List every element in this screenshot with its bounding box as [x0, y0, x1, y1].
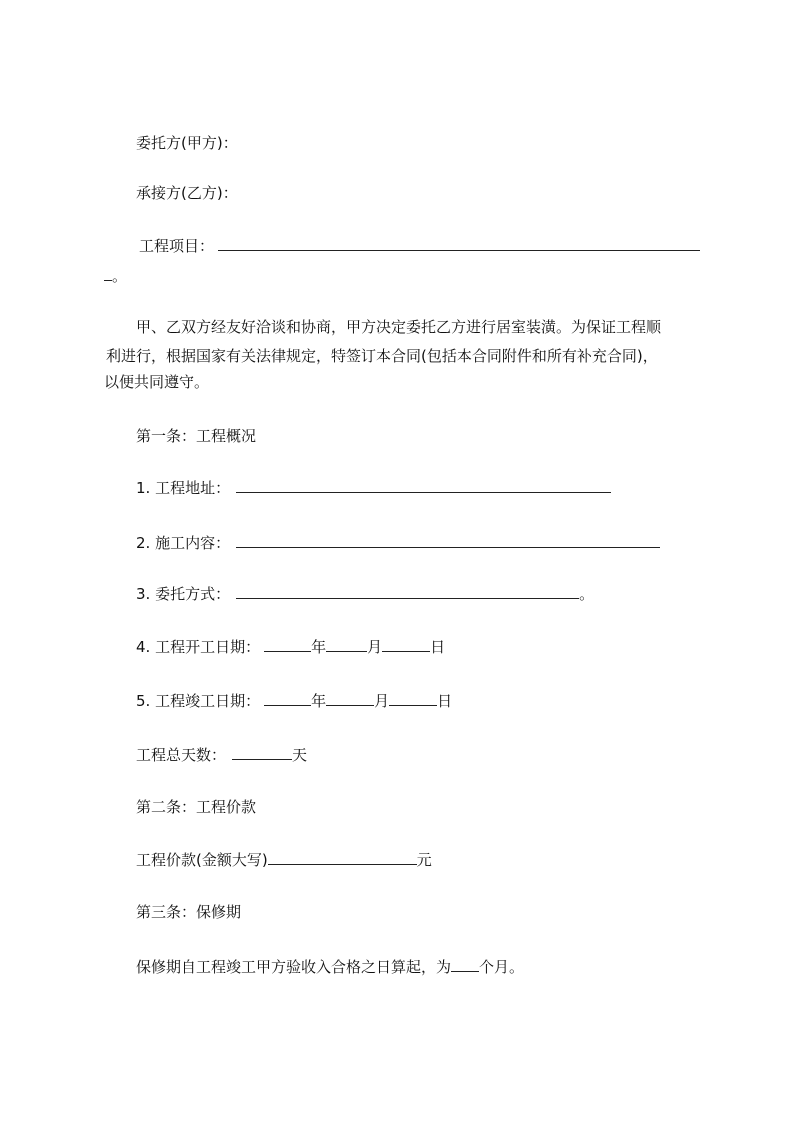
item-2 [136, 533, 660, 553]
article-1-heading: 第一条：工程概况 [136, 427, 257, 445]
warranty-unit: 个月。 [479, 958, 525, 976]
project-line-end [104, 266, 127, 286]
start-day-blank[interactable] [382, 637, 430, 652]
article-2-heading: 第二条：工程价款 [136, 798, 257, 816]
day-label: 日 [437, 692, 453, 710]
year-label: 年 [311, 692, 327, 710]
article-3-heading: 第三条：保修期 [136, 903, 242, 921]
price-label: 工程价款(金额大写) [136, 851, 268, 869]
warranty-text: 保修期自工程竣工甲方验收入合格之日算起，为 [136, 958, 452, 976]
item-4-label: 4. 工程开工日期： [136, 638, 261, 656]
start-month-blank[interactable] [326, 637, 367, 652]
warranty-line [136, 957, 524, 977]
project-blank[interactable] [218, 236, 700, 251]
start-year-blank[interactable] [264, 637, 311, 652]
end-month-blank[interactable] [326, 691, 374, 706]
total-days [136, 745, 307, 765]
day-label: 日 [430, 638, 446, 656]
method-blank[interactable] [236, 584, 579, 599]
project-label: 工程项目： [139, 237, 215, 255]
total-days-blank[interactable] [232, 745, 292, 760]
item-1-label: 1. 工程地址： [136, 479, 231, 497]
party-b-label: 承接方(乙方)： [136, 184, 238, 202]
intro-line-3: 以便共同遵守。 [104, 373, 210, 391]
month-label: 月 [367, 638, 383, 656]
project-line [139, 236, 700, 256]
item-5 [136, 691, 452, 711]
intro-line-2: 利进行，根据国家有关法律规定，特签订本合同(包括本合同附件和所有补充合同)， [106, 347, 658, 365]
party-a-label: 委托方(甲方)： [136, 134, 238, 152]
content-blank[interactable] [236, 533, 660, 548]
item-3-end: 。 [579, 585, 595, 603]
project-blank-cont[interactable] [104, 266, 112, 281]
yuan-label: 元 [416, 851, 432, 869]
price-blank[interactable] [268, 850, 417, 865]
end-year-blank[interactable] [264, 691, 311, 706]
item-4 [136, 637, 445, 657]
price-line [136, 850, 432, 870]
month-label: 月 [374, 692, 390, 710]
address-blank[interactable] [236, 478, 611, 493]
item-1 [136, 478, 611, 498]
item-3 [136, 584, 594, 604]
project-end: 。 [112, 267, 128, 285]
year-label: 年 [311, 638, 327, 656]
item-5-label: 5. 工程竣工日期： [136, 692, 261, 710]
item-3-label: 3. 委托方式： [136, 585, 231, 603]
item-2-label: 2. 施工内容： [136, 534, 231, 552]
warranty-months-blank[interactable] [451, 957, 479, 972]
intro-line-1: 甲、乙双方经友好洽谈和协商，甲方决定委托乙方进行居室装潢。为保证工程顺 [136, 318, 662, 336]
end-day-blank[interactable] [389, 691, 437, 706]
days-unit: 天 [292, 746, 308, 764]
total-days-label: 工程总天数： [136, 746, 227, 764]
